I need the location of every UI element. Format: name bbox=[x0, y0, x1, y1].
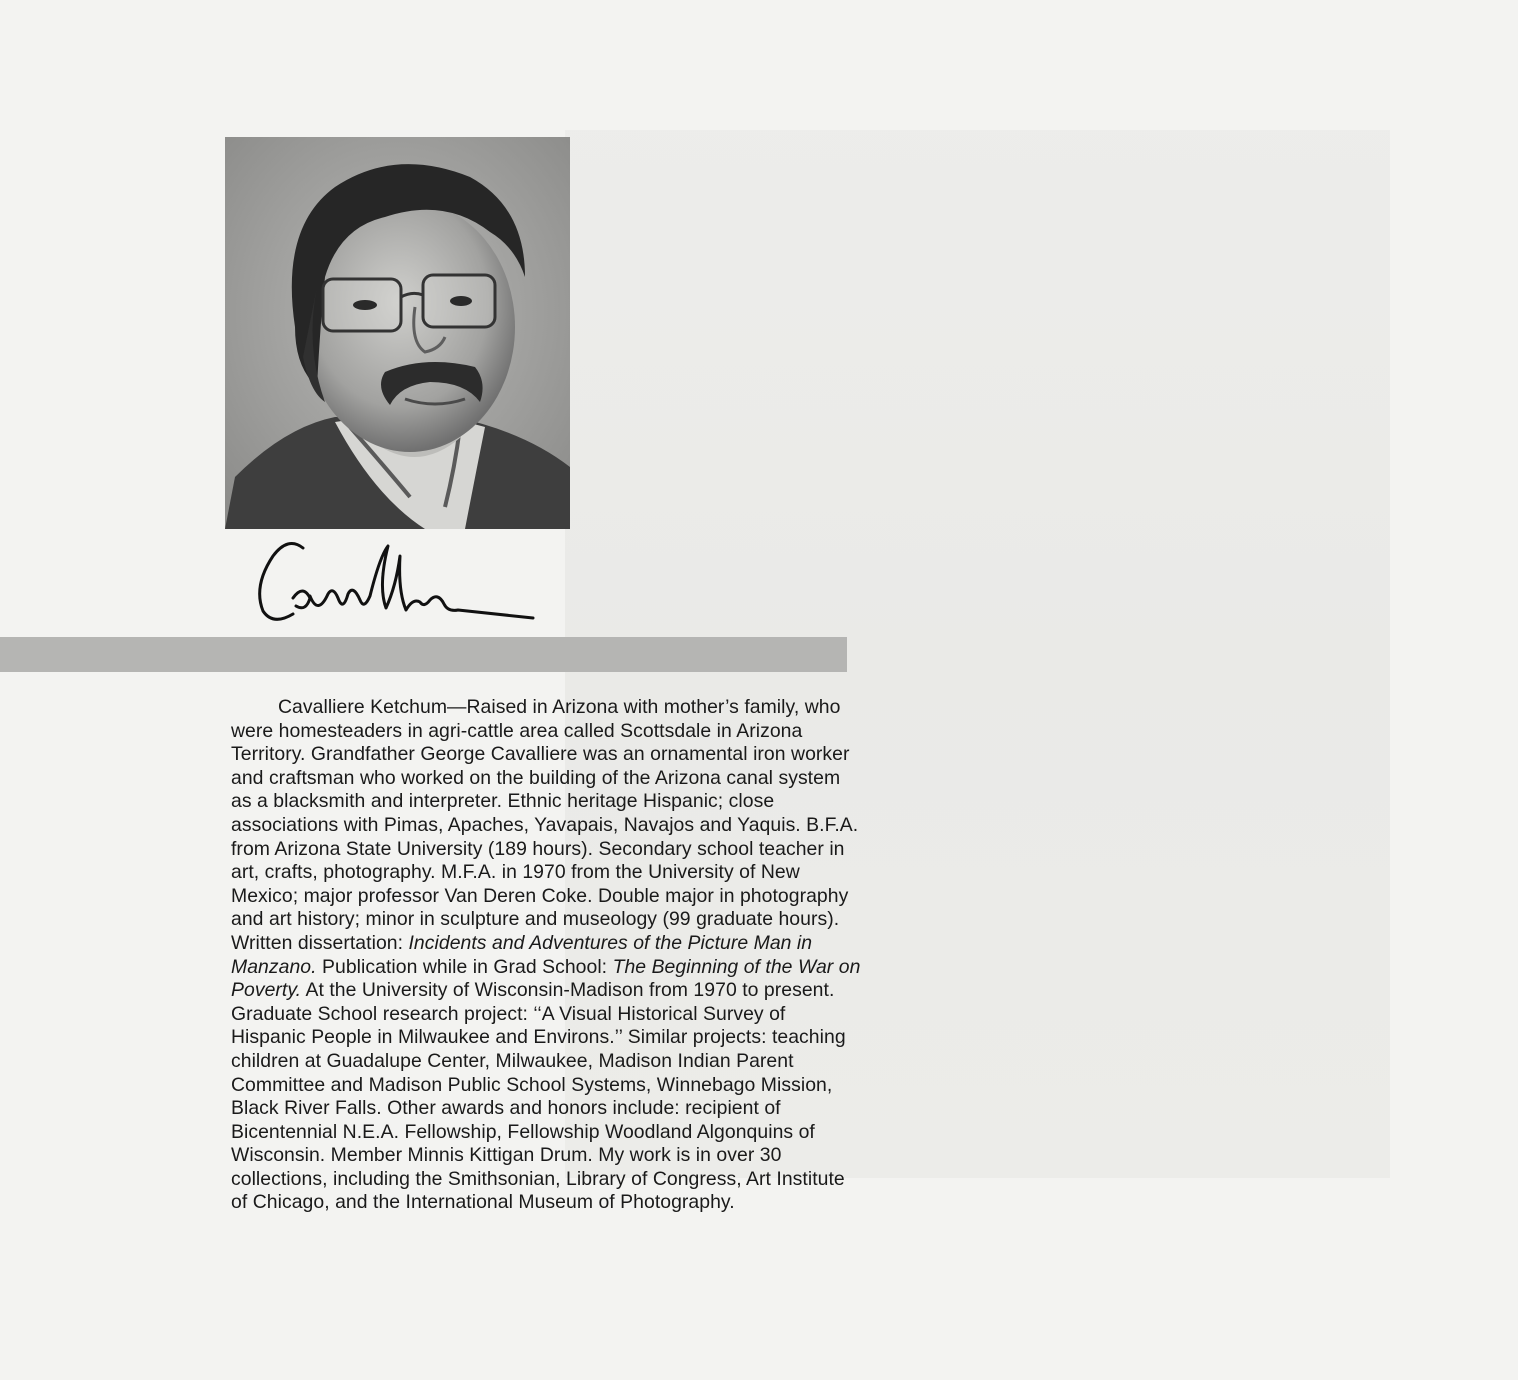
section-divider-bar bbox=[0, 637, 847, 672]
portrait-photo bbox=[225, 137, 570, 529]
publication-title: The Beginning of the War on Poverty. bbox=[231, 955, 861, 1002]
bio-text-1: Cavalliere Ketchum—Raised in Arizona with mother’s family, who were homesteaders in agri-cattle area called Scottsdale in Arizona Territory. Grandfather George Cavalliere was an ornamental iron worker and craftsman who worked on the building of the Arizona canal system as a blacksmith and interpreter. Ethnic heritage Hispanic; close associations with Pimas, Apaches, Yavapais, Navajos and Yaquis. B.F.A. from Arizona State University (189 hours). Secondary school teacher in art, crafts, photography. M.F.A. in 1970 from the University of New Mexico; major professor Van Deren Coke. Double major in photography and art history; minor in sculpture and museology (99 graduate hours). Written dissertation: bbox=[231, 696, 859, 954]
biography-paragraph bbox=[231, 696, 863, 1215]
signature bbox=[248, 526, 548, 636]
dissertation-title: Incidents and Adventures of the Picture Man in Manzano. bbox=[231, 931, 813, 978]
bio-text-2: Publication while in Grad School: bbox=[316, 955, 613, 978]
biography-text bbox=[231, 696, 863, 1215]
bio-text-3: At the University of Wisconsin-Madison from 1970 to present. Graduate School research project: ‘‘A Visual Historical Survey of Hispanic People in Milwaukee and Environs.’’ Similar projects: teaching children at Guadalupe Center, Milwaukee, Madison Indian Parent Committee and Madison Public School Systems, Winnebago Mission, Black River Falls. Other awards and honors include: recipient of Bicentennial N.E.A. Fellowship, Fellowship Woodland Algonquins of Wisconsin. Member Minnis Kittigan Drum. My work is in over 30 collections, including the Smithsonian, Library of Congress, Art Institute of Chicago, and the International Museum of Photography. bbox=[231, 979, 846, 1214]
